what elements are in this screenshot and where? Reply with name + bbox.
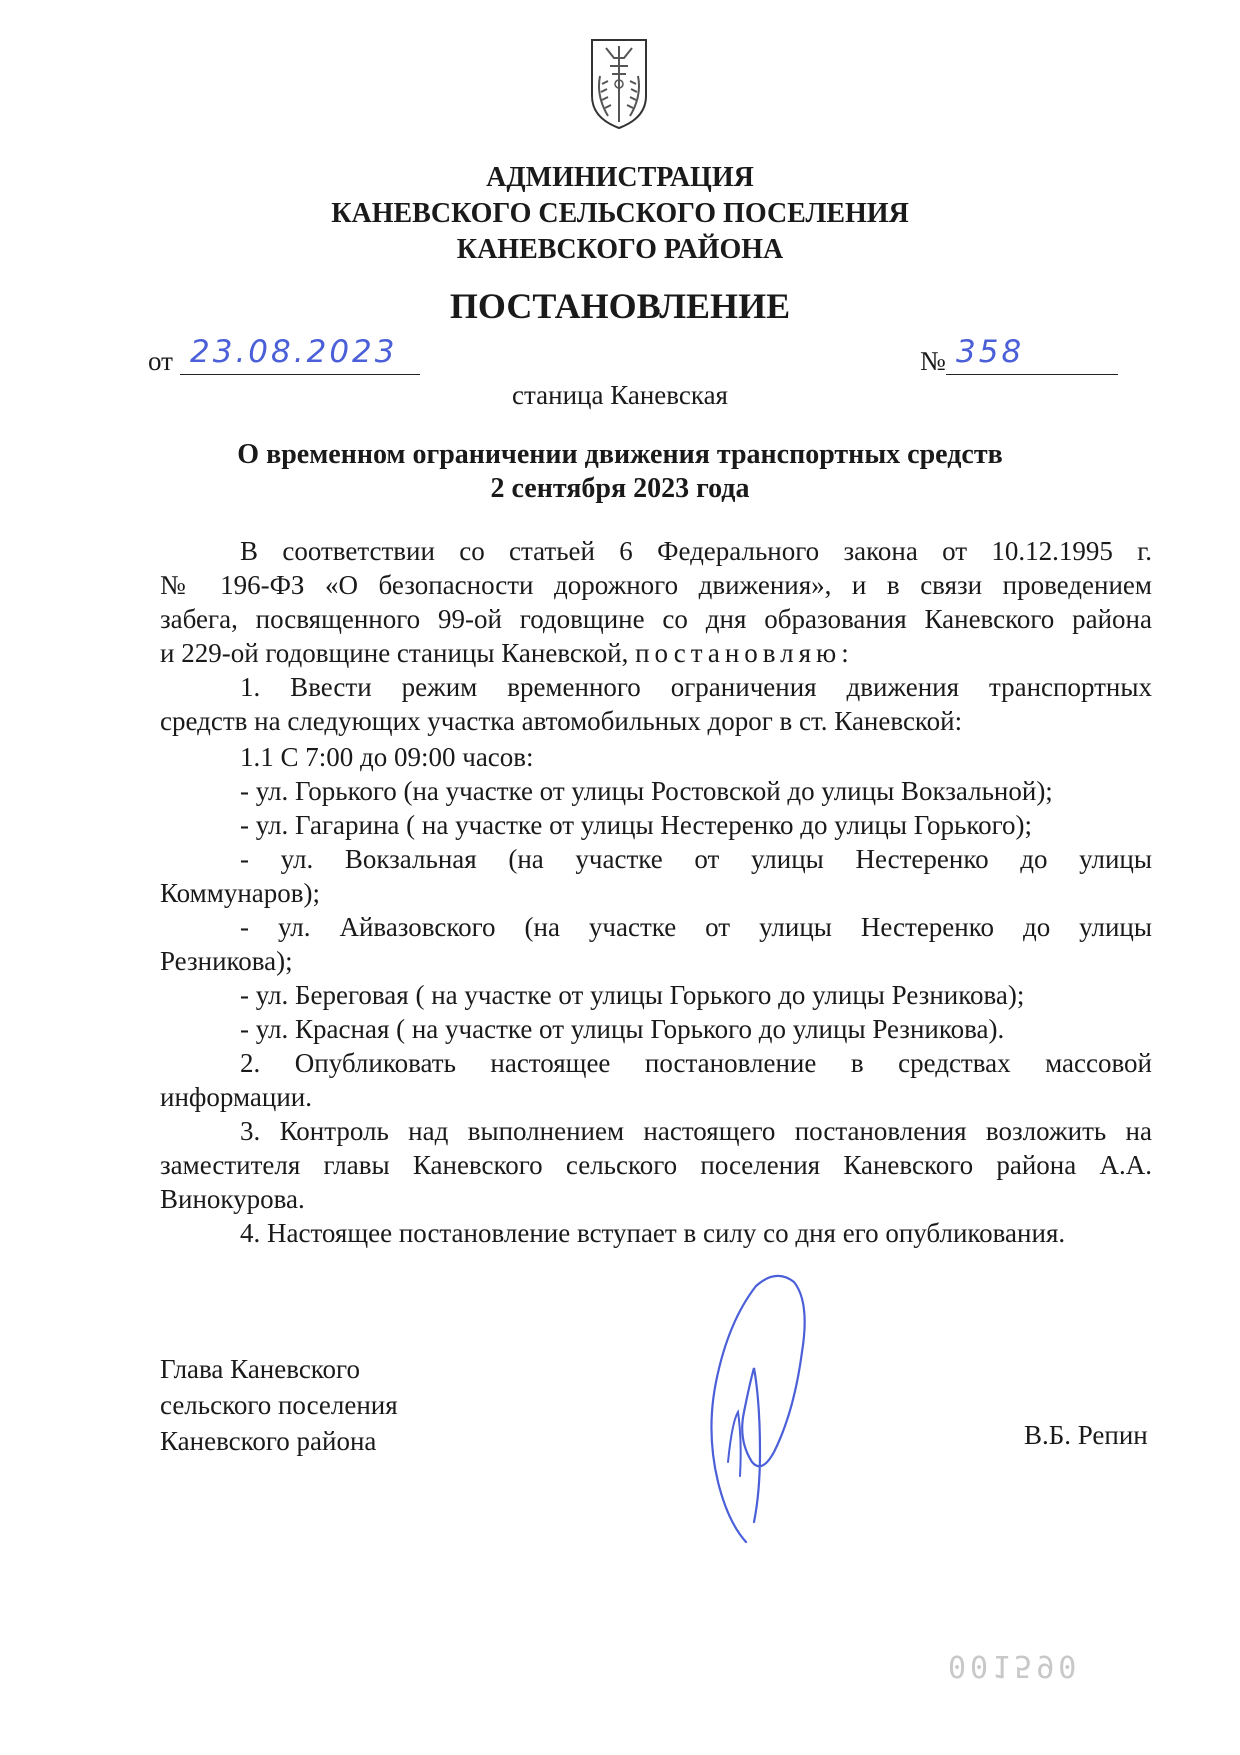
item-2-line-2: информации.	[160, 1082, 312, 1112]
coat-of-arms-emblem	[588, 36, 650, 132]
street-gorkogo: - ул. Горького (на участке от улицы Ростовской до улицы Вокзальной);	[240, 776, 1053, 806]
resolve-word: постановляю:	[635, 638, 854, 668]
date-handwritten: 23.08.2023	[190, 334, 398, 370]
serial-number-stamp: 001590	[948, 1648, 1081, 1683]
item-3-line-1: 3. Контроль над выполнением настоящего постановления возложить на	[240, 1116, 1152, 1146]
item-2-line-1: 2. Опубликовать настоящее постановление в средствах массовой	[240, 1048, 1152, 1078]
header-org-line-3: КАНЕВСКОГО РАЙОНА	[456, 234, 784, 265]
item-3-line-2: заместителя главы Каневского сельского поселения Каневского района А.А.	[160, 1150, 1152, 1180]
document-subject-line-2: 2 сентября 2023 года	[490, 473, 750, 504]
item-3-line-3: Винокурова.	[160, 1184, 305, 1214]
intro-line-4	[160, 636, 1152, 670]
signatory-position-line-2: сельского поселения	[160, 1390, 398, 1420]
number-handwritten: 358	[956, 334, 1025, 370]
street-vokzalnaya-line-1: - ул. Вокзальная (на участке от улицы Нестеренко до улицы	[240, 844, 1152, 874]
signatory-name: В.Б. Репин	[1024, 1420, 1148, 1450]
item-1-line-1: 1. Ввести режим временного ограничения движения транспортных	[240, 672, 1152, 702]
document-subject-line-1: О временном ограничении движения транспортных средств	[237, 439, 1003, 470]
street-gagarina: - ул. Гагарина ( на участке от улицы Нестеренко до улицы Горького);	[240, 810, 1032, 840]
signatory-position-line-1: Глава Каневского	[160, 1354, 360, 1384]
intro-line-1: В соответствии со статьей 6 Федерального закона от 10.12.1995 г.	[240, 536, 1152, 566]
place-line: станица Каневская	[512, 380, 728, 410]
street-beregovaya: - ул. Береговая ( на участке от улицы Горького до улицы Резникова);	[240, 980, 1025, 1010]
intro-line-4-text: и 229-ой годовщине станицы Каневской,	[160, 638, 629, 668]
item-1-1: 1.1 С 7:00 до 09:00 часов:	[240, 742, 534, 772]
number-prefix: №	[920, 346, 946, 376]
intro-line-2: № 196-ФЗ «О безопасности дорожного движения», и в связи проведением	[160, 570, 1152, 600]
document-type-title: ПОСТАНОВЛЕНИЕ	[449, 286, 791, 326]
intro-line-3: забега, посвященного 99-ой годовщине со дня образования Каневского района	[160, 604, 1152, 634]
street-vokzalnaya-line-2: Коммунаров);	[160, 878, 320, 908]
header-org-line-2: КАНЕВСКОГО СЕЛЬСКОГО ПОСЕЛЕНИЯ	[331, 198, 909, 229]
date-prefix: от	[148, 346, 173, 376]
item-1-line-2: средств на следующих участка автомобильных дорог в ст. Каневской:	[160, 706, 963, 736]
street-ayvazovskogo-line-2: Резникова);	[160, 946, 293, 976]
item-4: 4. Настоящее постановление вступает в силу со дня его опубликования.	[240, 1218, 1066, 1248]
street-ayvazovskogo-line-1: - ул. Айвазовского (на участке от улицы Нестеренко до улицы	[240, 912, 1152, 942]
signatory-position-line-3: Каневского района	[160, 1426, 377, 1456]
header-org-line-1: АДМИНИСТРАЦИЯ	[486, 162, 754, 193]
handwritten-signature	[676, 1262, 826, 1552]
street-krasnaya: - ул. Красная ( на участке от улицы Горького до улицы Резникова).	[240, 1014, 1005, 1044]
